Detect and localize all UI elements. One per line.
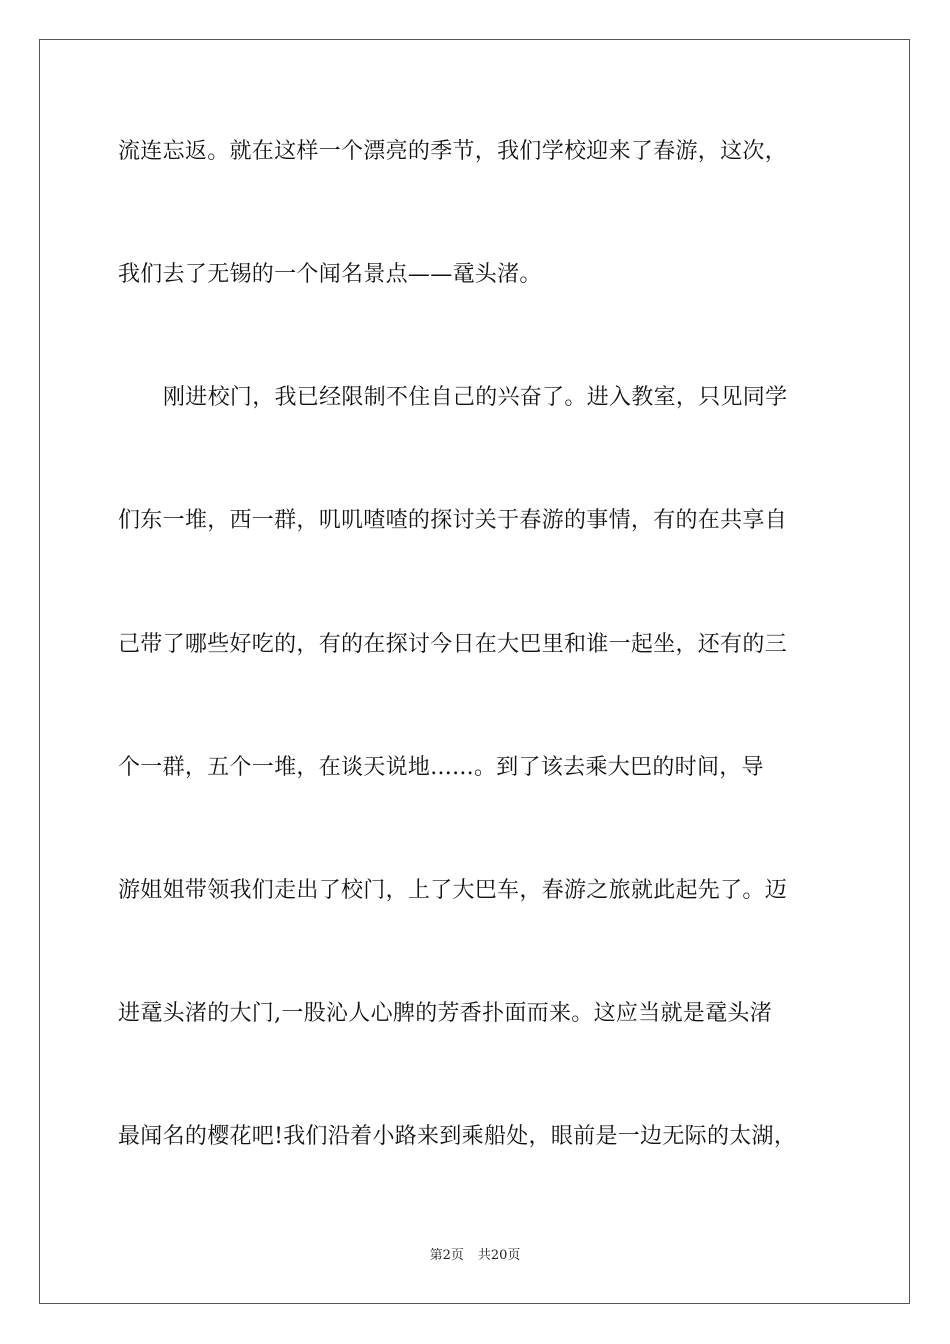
page-total: 共20页 — [477, 1248, 521, 1263]
paragraph-line: 我们去了无锡的一个闻名景点——鼋头渚。 — [118, 262, 542, 287]
paragraph-line: 刚进校门，我已经限制不住自己的兴奋了。进入教室，只见同学 — [163, 385, 788, 410]
page-footer — [0, 1247, 950, 1265]
page-border — [39, 39, 910, 1304]
paragraph-line: 进鼋头渚的大门,一股沁人心脾的芳香扑面而来。这应当就是鼋头渚 — [118, 1001, 772, 1026]
paragraph-line: 流连忘返。就在这样一个漂亮的季节，我们学校迎来了春游，这次， — [118, 139, 788, 164]
paragraph-line: 己带了哪些好吃的，有的在探讨今日在大巴里和谁一起坐，还有的三 — [118, 632, 788, 657]
paragraph-line: 最闻名的樱花吧!我们沿着小路来到乘船处，眼前是一边无际的太湖， — [118, 1124, 797, 1149]
paragraph-line: 们东一堆，西一群，叽叽喳喳的探讨关于春游的事情，有的在共享自 — [118, 508, 788, 533]
page-number: 第2页 — [429, 1248, 464, 1263]
paragraph-line: 个一群，五个一堆，在谈天说地......。到了该去乘大巴的时间，导 — [118, 755, 764, 780]
paragraph-line: 游姐姐带领我们走出了校门，上了大巴车，春游之旅就此起先了。迈 — [118, 878, 788, 903]
